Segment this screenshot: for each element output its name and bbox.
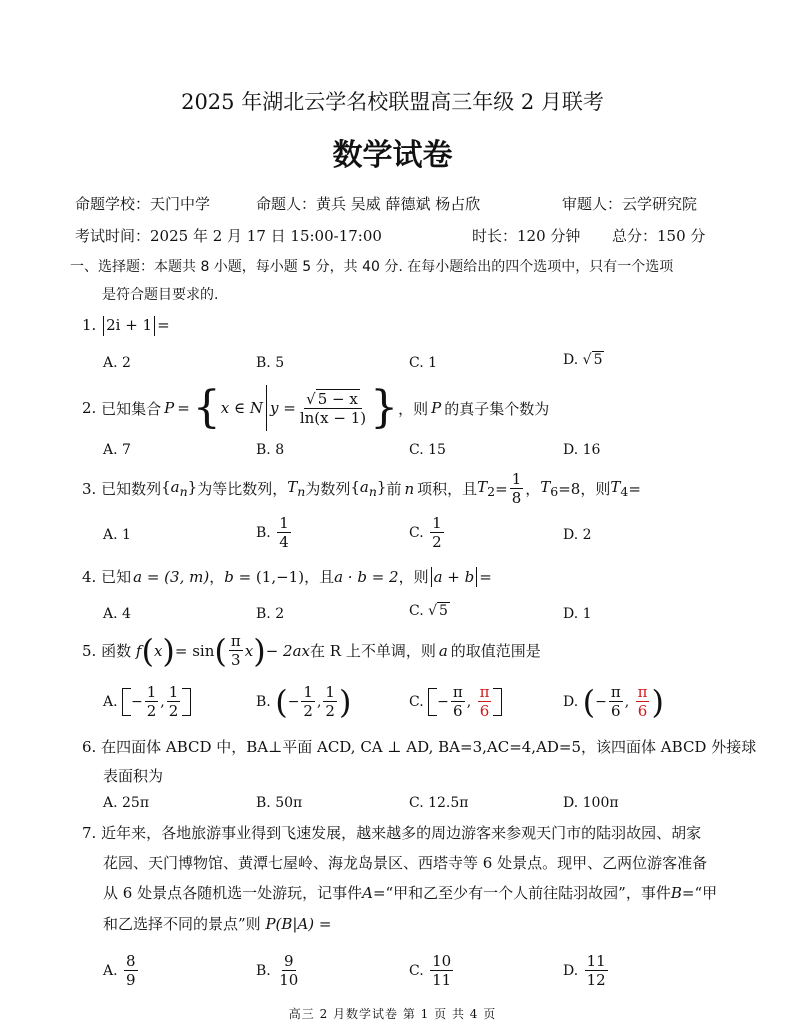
q3-option-b: B. $\frac{1}{4}$ [256, 514, 289, 551]
q6-option-c: C. 12.5π [409, 795, 469, 811]
question-7-line4: 和乙选择不同的景点”则 P(B|A) = [103, 915, 332, 933]
section-heading-cont: 是符合题目要求的. [102, 287, 219, 303]
meta-reviewer: 审题人：云学研究院 [562, 195, 698, 213]
q4-option-d: D. 1 [563, 606, 592, 622]
question-4: 4. 已知 a = (3, m) ， b = (1,−1) ，且 a · b = 2 ，则 a + b = [82, 567, 492, 586]
q1-option-b: B. 5 [256, 355, 285, 371]
abs-bar [103, 316, 104, 336]
q4-option-a: A. 4 [103, 606, 131, 622]
q3-option-d: D. 2 [563, 527, 592, 543]
q2-option-d: D. 16 [563, 442, 601, 458]
q1-option-a: A. 2 [103, 355, 131, 371]
question-number: 2. [82, 399, 97, 417]
math-expr: 2i + 1 [106, 316, 153, 334]
meta-school: 命题学校：天门中学 [75, 195, 211, 213]
exam-subject-title: 数学试卷 [332, 138, 453, 173]
q4-option-b: B. 2 [256, 606, 285, 622]
question-2: 2. 已知集合 P = { x ∈ N y = $\frac{√ 5 - x}{\ln(x - 1)}$ } ，则 P 的真子集个数为 [82, 382, 550, 433]
q6-option-a: A. 25π [103, 795, 150, 811]
q1-option-d: D. √ 5 [563, 352, 603, 368]
page-footer: 高三 2 月数学试卷 第 1 页 共 4 页 [288, 1007, 497, 1021]
q6-option-b: B. 50π [256, 795, 303, 811]
q4-option-c: C. √ 5 [409, 603, 448, 619]
q2-option-c: C. 15 [409, 442, 446, 458]
exam-title: 2025 年湖北云学名校联盟高三年级 2 月联考 [181, 90, 604, 114]
q7-option-d: D. $\frac{11}{12}$ [563, 952, 606, 989]
q5-option-c: C. − $\frac{\pi}{6}$ , $\frac{\pi}{6}$ [409, 683, 502, 720]
abs-bar [154, 316, 155, 336]
q3-option-c: C. $\frac{1}{2}$ [409, 514, 442, 551]
q5-option-a: A. − $\frac{1}{2}$ , $\frac{1}{2}$ [103, 683, 191, 720]
meta-duration: 时长：120 分钟 [472, 227, 581, 245]
meta-exam-time: 考试时间：2025 年 2 月 17 日 15:00-17:00 [75, 227, 382, 245]
q7-option-b: B. $\frac{9}{10}$ [256, 952, 299, 989]
question-number: 4. [82, 567, 97, 586]
question-number: 6. [82, 738, 97, 756]
q3-option-a: A. 1 [103, 527, 131, 543]
q2-option-b: B. 8 [256, 442, 285, 458]
question-6-cont: 表面积为 [103, 767, 164, 785]
q1-option-c: C. 1 [409, 355, 438, 371]
q2-option-a: A. 7 [103, 442, 131, 458]
question-5: 5. 函数 f ( x ) = sin ( $\frac{\pi}{3}$ x ) − 2ax 在 R 上不单调，则 a 的取值范围是 [82, 631, 541, 670]
q7-option-a: A. $\frac{8}{9}$ [103, 952, 136, 989]
question-7: 7. 近年来，各地旅游事业得到飞速发展，越来越多的周边游客来参观天门市的陆羽故园、胡家 [82, 824, 702, 842]
question-3: 3. 已知数列 $\{a_n\}$ 为等比数列， $T_n$ 为数列 $\{a_n\}$ 前 n 项积，且 $T_2$ = $\frac{1}{8}$ ， $T_6$ =8，则 $T_4$ = [82, 470, 641, 507]
question-number: 1. [82, 316, 97, 334]
q7-option-c: C. $\frac{10}{11}$ [409, 952, 452, 989]
question-7-line3: 从 6 处景点各随机选一处游玩，记事件A=“甲和乙至少有一个人前往陆羽故园”，事件B=“甲 [103, 884, 718, 902]
question-7-line2: 花园、天门博物馆、黄潭七屋岭、海龙岛景区、西塔寺等 6 处景点。现甲、乙两位游客准备 [103, 854, 708, 872]
question-6: 6. 在四面体 ABCD 中，BA⊥平面 ACD, CA ⊥ AD, BA=3,AC=4,AD=5，该四面体 ABCD 外接球 [82, 738, 757, 756]
question-number: 3. [82, 479, 97, 498]
question-1: 1. 2i + 1 = [82, 316, 170, 334]
question-number: 7. [82, 824, 97, 842]
meta-authors: 命题人：黄兵 吴威 薛德斌 杨占欣 [256, 195, 481, 213]
q6-option-d: D. 100π [563, 795, 619, 811]
section-heading: 一、选择题：本题共 8 小题，每小题 5 分，共 40 分. 在每小题给出的四个选项中，只有一个选项 [70, 259, 674, 275]
question-number: 5. [82, 641, 97, 660]
q5-option-b: B. ( − $\frac{1}{2}$ , $\frac{1}{2}$ ) [256, 682, 352, 721]
q5-option-d: D. ( − $\frac{\pi}{6}$ , $\frac{\pi}{6}$ ) [563, 682, 664, 721]
meta-total: 总分：150 分 [612, 227, 706, 245]
